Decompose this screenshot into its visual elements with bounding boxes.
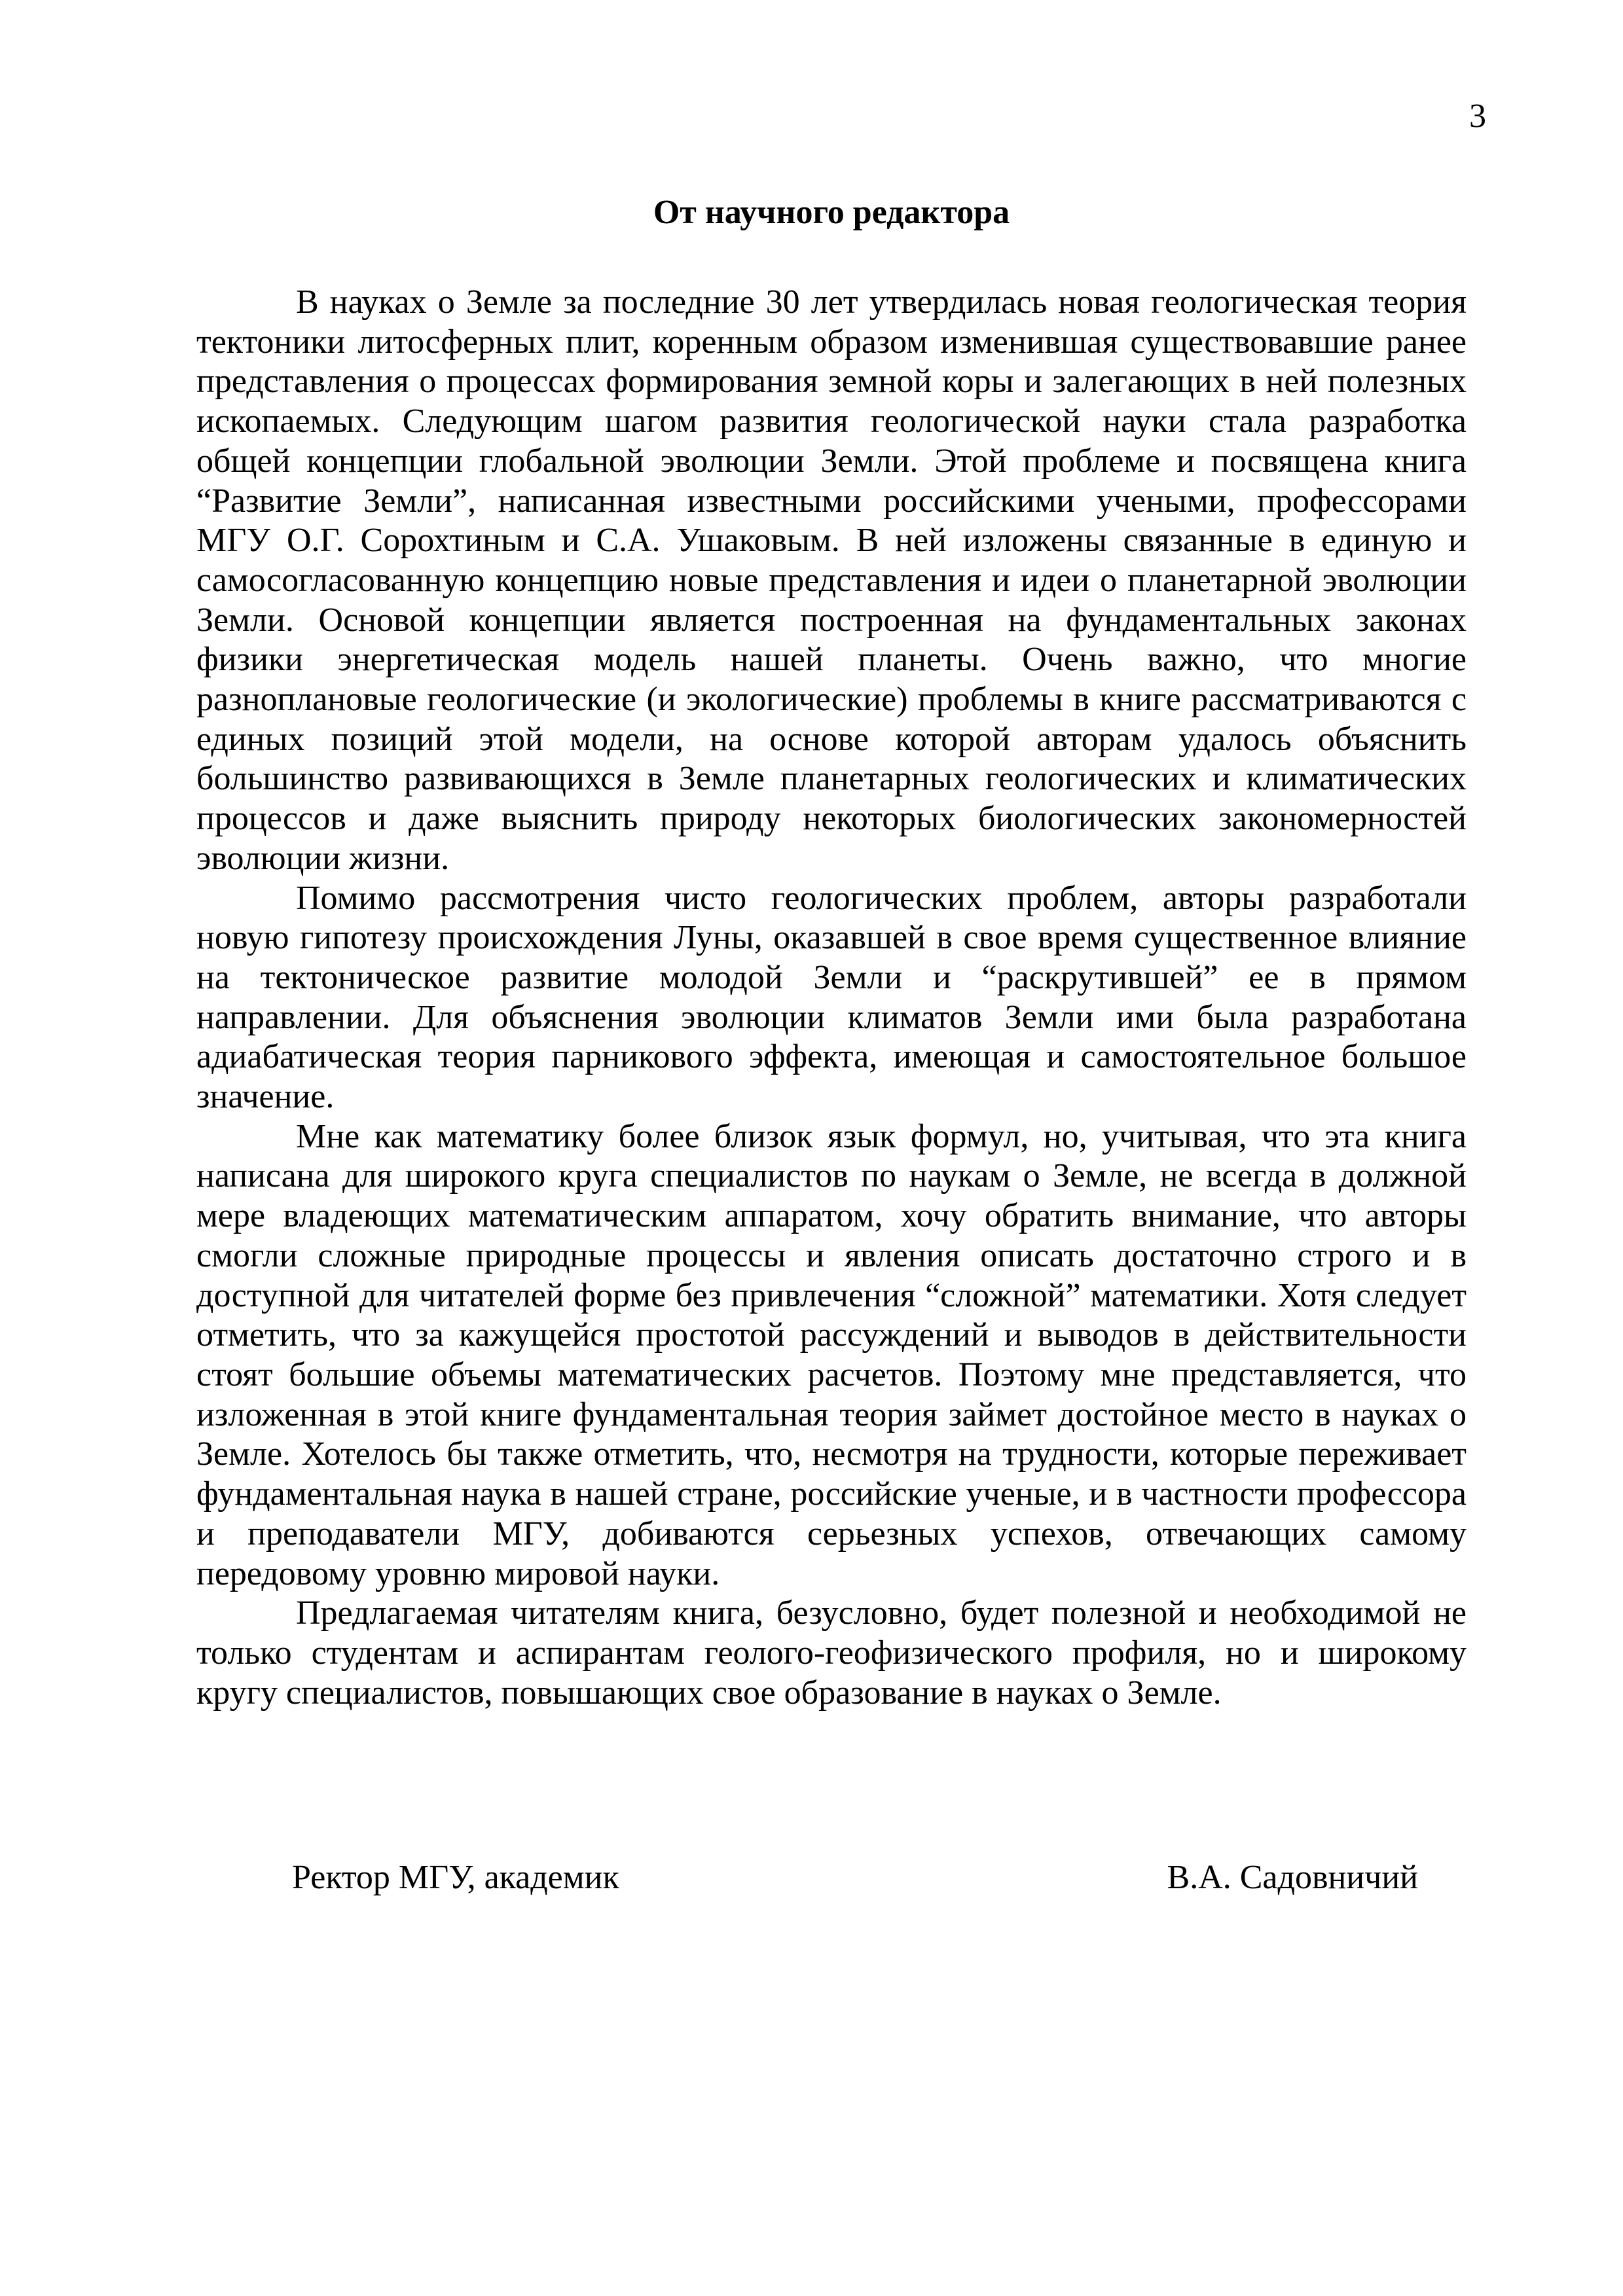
signatory-name: В.А. Садовничий — [1167, 1859, 1418, 1896]
body-text — [196, 283, 1467, 1713]
signatory-position: Ректор МГУ, академик — [292, 1859, 619, 1896]
signature-block — [292, 1856, 1418, 1902]
page-title: От научного редактора — [653, 194, 1010, 231]
paragraph-1: В науках о Земле за последние 30 лет утвердилась новая геологическая теория тектоники литосферных плит, коренным образом изменившая существовавшие ранее представления о процессах формирования земной коры и залегающих в ней полезных ископаемых. Следующим шагом развития геологической науки стала разработка общей концепции глобальной эволюции Земли. Этой проблеме и посвящена книга “Развитие Земли”, написанная известными российскими учеными, профессорами МГУ О.Г. Сорохтиным и С.А. Ушаковым. В ней изложены связанные в единую и самосогласованную концепцию новые представления и идеи о планетарной эволюции Земли. Основой концепции является построенная на фундаментальных законах физики энергетическая модель нашей планеты. Очень важно, что многие разноплановые геологические (и экологические) проблемы в книге рассматриваются с единых позиций этой модели, на основе которой авторам удалось объяснить большинство развивающихся в Земле планетарных геологических и климатических процессов и даже выяснить природу некоторых биологических закономерностей эволюции жизни. — [196, 283, 1467, 877]
paragraph-4: Предлагаемая читателям книга, безусловно, будет полезной и необходимой не только студентам и аспирантам геолого-геофизического профиля, но и широкому кругу специалистов, повышающих свое образование в науках о Земле. — [196, 1594, 1467, 1712]
paragraph-2: Помимо рассмотрения чисто геологических проблем, авторы разработали новую гипотезу происхождения Луны, оказавшей в свое время существенное влияние на тектоническое развитие молодой Земли и “раскрутившей” ее в прямом направлении. Для объяснения эволюции климатов Земли ими была разработана адиабатическая теория парникового эффекта, имеющая и самостоятельное большое значение. — [196, 879, 1467, 1116]
page-number: 3 — [1469, 98, 1486, 135]
paragraph-3: Мне как математику более близок язык формул, но, учитывая, что эта книга написана для широкого круга специалистов по наукам о Земле, не всегда в должной мере владеющих математическим аппаратом, хочу обратить внимание, что авторы смогли сложные природные процессы и явления описать достаточно строго и в доступной для читателей форме без привлечения “сложной” математики. Хотя следует отметить, что за кажущейся простотой рассуждений и выводов в действительности стоят большие объемы математических расчетов. Поэтому мне представляется, что изложенная в этой книге фундаментальная теория займет достойное место в науках о Земле. Хотелось бы также отметить, что, несмотря на трудности, которые переживает фундаментальная наука в нашей стране, российские ученые, и в частности профессора и преподаватели МГУ, добиваются серьезных успехов, отвечающих самому передовому уровню мировой науки. — [196, 1117, 1467, 1592]
